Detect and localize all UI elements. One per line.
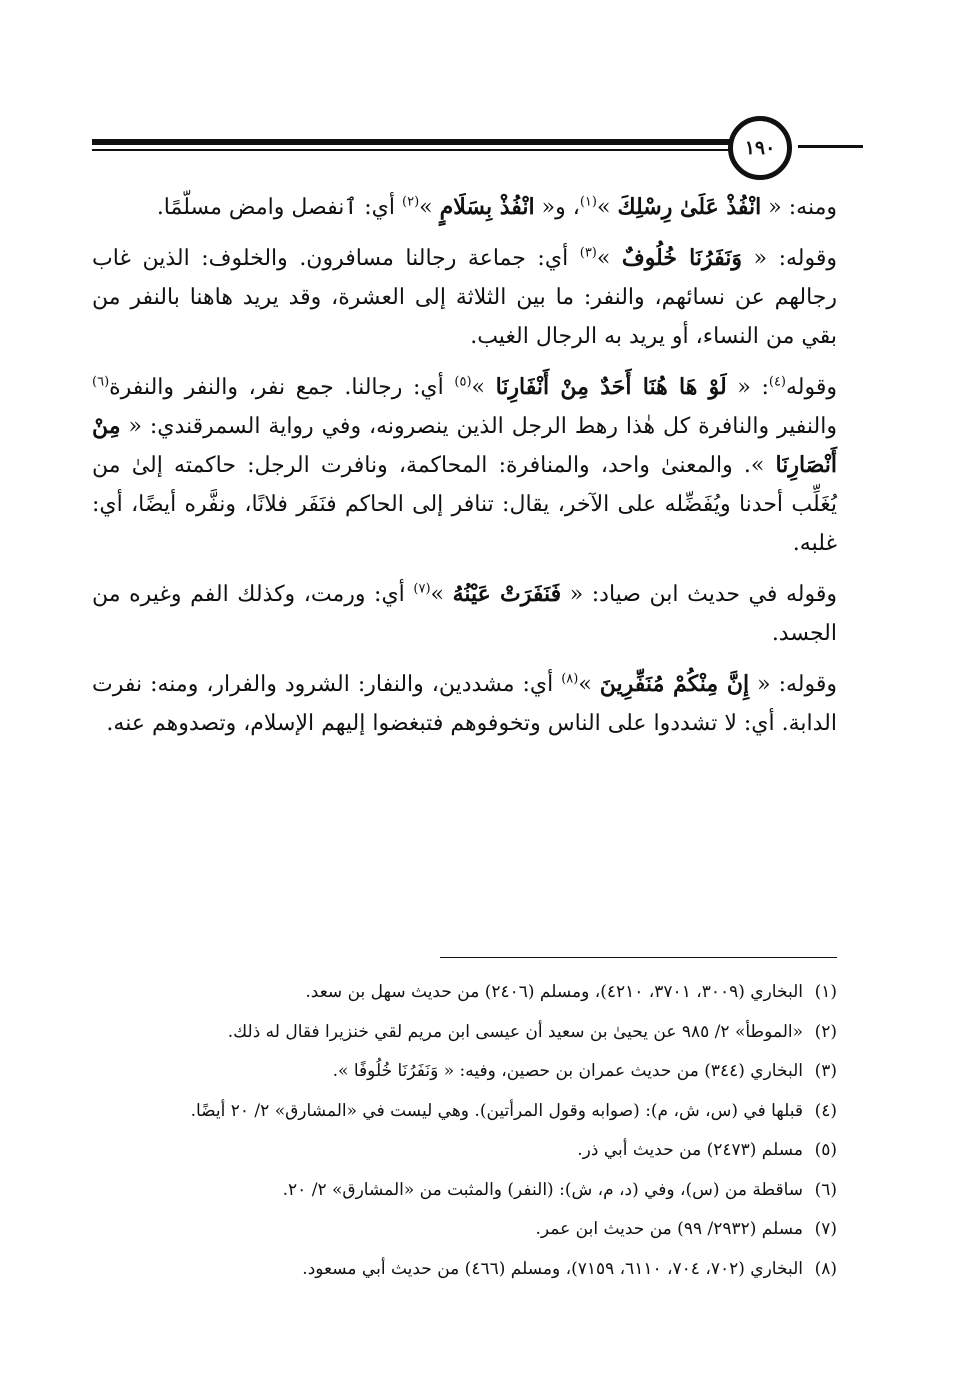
footnote <box>92 1099 837 1124</box>
footnote-text: مسلم (٢٤٧٣) من حديث أبي ذر. <box>577 1140 803 1160</box>
footnote-number: (٢) <box>814 1021 837 1042</box>
paragraph: وقوله: « وَنَفَرُنَا خُلُوفٌ »$^{(٣)}$ أي: جماعة رجالنا مسافرون. والخلوف: الذين غاب رجالهم عن نسائهم، والنفر: ما بين الثلاثة إلى العشرة، وقد يريد هاهنا بالنفر من بقي من النساء، أو يريد به الرجال الغيب. <box>92 245 837 349</box>
footnote-text: قبلها في (س، ش، م): (صوابه وقول المرأتين). وهي ليست في «المشارق» ٢/ ٢٠ أيضًا. <box>190 1100 803 1121</box>
page-number: ١٩٠ <box>728 116 792 180</box>
footnote <box>92 980 837 1005</box>
footnote-number: (٦) <box>814 1179 837 1200</box>
footnote <box>92 1178 837 1203</box>
footnote-number: (٥) <box>814 1140 837 1160</box>
header-rule-right <box>798 145 863 148</box>
footnote-number: (١) <box>814 982 837 1002</box>
footnote-text: مسلم (٢٩٣٢/ ٩٩) من حديث ابن عمر. <box>535 1219 803 1239</box>
footnotes <box>92 980 837 1296</box>
footnote-number: (٤) <box>814 1100 837 1121</box>
footnote <box>92 1138 837 1163</box>
footnote-separator <box>440 957 837 958</box>
paragraph: وقوله في حديث ابن صياد: « فَنَفَرَتْ عَيْنُهُ »$^{(٧)}$ أي: ورمت، وكذلك الفم وغيره من الجسد. <box>92 581 837 646</box>
footnote <box>92 1020 837 1045</box>
paragraph: وقوله: « إِنَّ مِنْكُمْ مُنَفِّرِينَ »$^{(٨)}$ أي: مشددين، والنفار: الشرود والفرار، ومنه: نفرت الدابة. أي: لا تشددوا على الناس وتخوفوهم فتبغضوا إليهم الإسلام، وتصدوهم عنه. <box>92 671 837 736</box>
footnote <box>92 1059 837 1084</box>
footnote-number: (٨) <box>814 1258 837 1279</box>
footnote-text: البخاري (٣٤٤) من حديث عمران بن حصين، وفيه: « وَنَفَرُنَا خُلُوفًا ». <box>332 1061 803 1081</box>
footnote-number: (٣) <box>814 1061 837 1081</box>
header-rule-thick <box>92 139 732 145</box>
main-text <box>92 188 837 755</box>
paragraph: ومنه: « انْفُذْ عَلَىٰ رِسْلِكَ »$^{(١)}$، و« انْفُذْ بِسَلَامٍ »$^{(٢)}$ أي: ٱنفصل وامض مسلّمًا. <box>156 194 837 220</box>
page-header <box>92 112 863 184</box>
footnote-text: ساقطة من (س)، وفي (د، م، ش): (النفر) والمثبت من «المشارق» ٢/ ٢٠. <box>282 1179 803 1200</box>
footnote-text: «الموطأ» ٢/ ٩٨٥ عن يحيىٰ بن سعيد أن عيسى ابن مريم لقي خنزيرا فقال له ذلك. <box>227 1021 803 1042</box>
footnote-number: (٧) <box>814 1219 837 1239</box>
footnote-text: البخاري (٧٠٢، ٧٠٤، ٦١١٠، ٧١٥٩)، ومسلم (٤٦٦) من حديث أبي مسعود. <box>302 1258 803 1279</box>
paragraph: وقوله$^{(٤)}$: « لَوْ هَا هُنَا أَحَدٌ مِنْ أَنْفَارِنَا »$^{(٥)}$ أي: رجالنا. جمع نفر، والنفر والنفرة$^{(٦)}$ والنفير والنافرة كل هٰذا رهط الرجل الذين ينصرونه، وفي رواية السمرقندي: « مِنْ أَنْصَارِنَا ». والمعنىٰ واحد، والمنافرة: المحاكمة، ونافرت الرجل: حاكمته إلىٰ من يُغَلِّب أحدنا ويُفَضِّله على الآخر، يقال: تنافر إلى الحاكم فنَفَر فلانًا، ونفَّره أيضًا، أي: غلبه. <box>92 374 838 556</box>
header-rule-thin <box>92 149 732 151</box>
footnote <box>92 1257 837 1282</box>
footnote-text: البخاري (٣٠٠٩، ٣٧٠١، ٤٢١٠)، ومسلم (٢٤٠٦) من حديث سهل بن سعد. <box>305 982 803 1002</box>
footnote <box>92 1217 837 1242</box>
